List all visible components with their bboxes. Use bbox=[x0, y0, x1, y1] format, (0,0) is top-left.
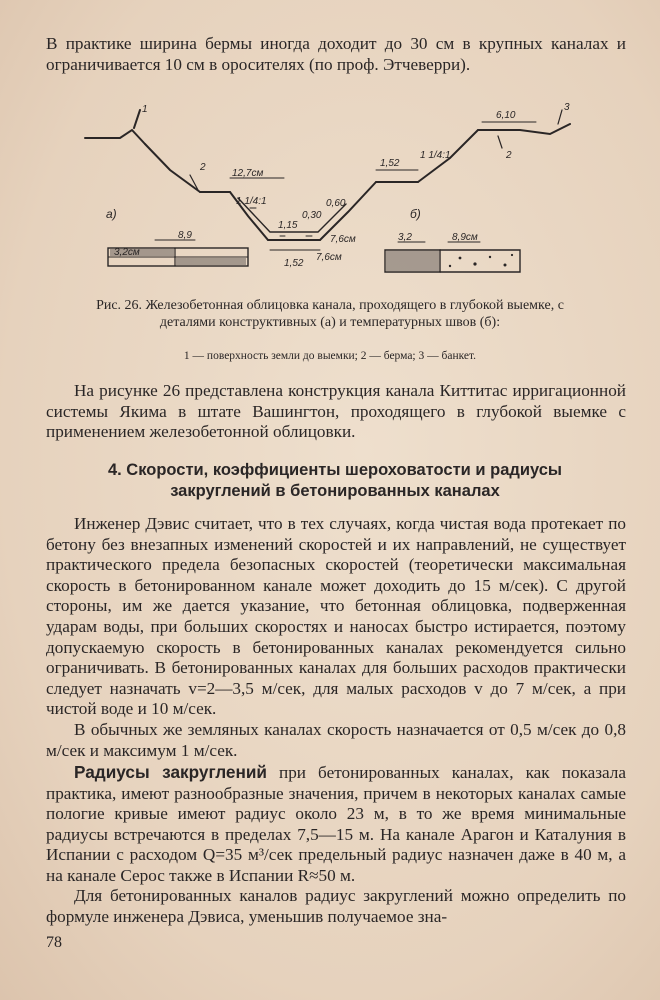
paragraph-velocities: Инженер Дэвис считает, что в тех случаях, когда чистая вода протекает по бетону без внезапных изменений скоростей и их направлений, не существует практического предела безопасных скоростей (теоретически максимальная скорость в бетонированном канале может доходить до 15 м/сек). С другой стороны, им же дается указание, что бетонная облицовка, подверженная ударам воды, при больших скоростях и наносах быстро истирается, поэтому допускаемую скорость в бетонированных каналах рекомендуется сильно ограничивать. В бетонированных каналах для больших расходов практически следует назначать v=2—3,5 м/сек, для малых расходов v до 7 м/сек, а при чистой воде и 10 м/сек. bbox=[46, 514, 626, 719]
section-heading bbox=[60, 460, 610, 502]
fig-label-2-left: 2 bbox=[200, 162, 206, 173]
ground-line-right bbox=[478, 124, 570, 134]
section-title-line2: закруглений в бетонированных каналах bbox=[170, 482, 500, 500]
ground-line-left bbox=[85, 130, 145, 144]
figure-legend: 1 — поверхность земли до выемки; 2 — берма; 3 — банкет. bbox=[183, 350, 477, 362]
dim-3-2-left: 3,2см bbox=[114, 247, 140, 258]
dim-7-6-b: 7,6см bbox=[316, 252, 342, 263]
dim-6-10: 6,10 bbox=[496, 110, 516, 121]
lower-slope-right bbox=[320, 182, 376, 240]
slope-left: 1 1/4:1 bbox=[236, 196, 267, 207]
paragraph-earth-canals: В обычных же земляных каналах скорость назначается от 0,5 м/сек до 0,8 м/сек и максимум 1 м/сек. bbox=[46, 720, 626, 760]
dim-7-6-a: 7,6см bbox=[330, 234, 356, 245]
radii-text: при бетонированных каналах, как показала практика, имеют разнообразные значения, причем в некоторых каналах самые пологие кривые имеют радиус около 23 м, в то же время минимальные радиусы встречаются в пределах 7,5—15 м. На канале Арагон и Каталуния в Испании с расходом Q=35 м³/сек предельный радиус назначен даже в 40 м, а на канале Серос также в Испании R≈50 м. bbox=[46, 763, 626, 885]
detail-b-label: б) bbox=[410, 207, 421, 221]
detail-a-label: а) bbox=[106, 207, 117, 221]
fig-label-1: 1 bbox=[142, 104, 148, 115]
figure-caption: Рис. 26. Железобетонная облицовка канала, проходящего в глубокой выемке, с деталями конструктивных (а) и температурных швов (б): bbox=[96, 298, 564, 330]
dim-3-2-right: 3,2 bbox=[398, 232, 412, 243]
radii-lead: Радиусы закруглений bbox=[74, 762, 267, 782]
slope-right: 1 1/4:1 bbox=[420, 150, 451, 161]
canal-cross-section-figure bbox=[80, 100, 600, 290]
dim-1-52-bottom: 1,52 bbox=[284, 258, 304, 269]
paragraph-radii bbox=[46, 762, 626, 887]
dim-8-9-left: 8,9 bbox=[178, 230, 192, 241]
paragraph-davis-formula: Для бетонированных каналов радиус закруглений можно определить по формуле инженера Дэвиса, уменьшив получаемое зна- bbox=[46, 886, 626, 926]
intro-paragraph: В практике ширина бермы иногда доходит до 30 см в крупных каналах и ограничивается 10 см в оросителях (по проф. Этчеверри). bbox=[46, 34, 626, 74]
dim-12-7: 12,7см bbox=[232, 168, 264, 179]
paragraph-figure-description: На рисунке 26 представлена конструкция канала Киттитас ирригационной системы Якима в штате Вашингтон, проходящего в глубокой выемке с применением железобетонной облицовки. bbox=[46, 381, 626, 442]
fig-label-2-right: 2 bbox=[506, 150, 512, 161]
dim-0-60: 0,60 bbox=[326, 198, 346, 209]
upper-slope-left bbox=[145, 144, 200, 192]
dim-1-15: 1,15 bbox=[278, 220, 298, 231]
page-number: 78 bbox=[46, 934, 62, 951]
dim-8-9-right: 8,9см bbox=[452, 232, 478, 243]
dim-1-52-top: 1,52 bbox=[380, 158, 400, 169]
dim-0-30: 0,30 bbox=[302, 210, 322, 221]
section-title-line1: 4. Скорости, коэффициенты шероховатости и радиусы bbox=[107, 461, 563, 479]
fig-label-3: 3 bbox=[564, 102, 570, 113]
leader-1 bbox=[134, 110, 140, 128]
